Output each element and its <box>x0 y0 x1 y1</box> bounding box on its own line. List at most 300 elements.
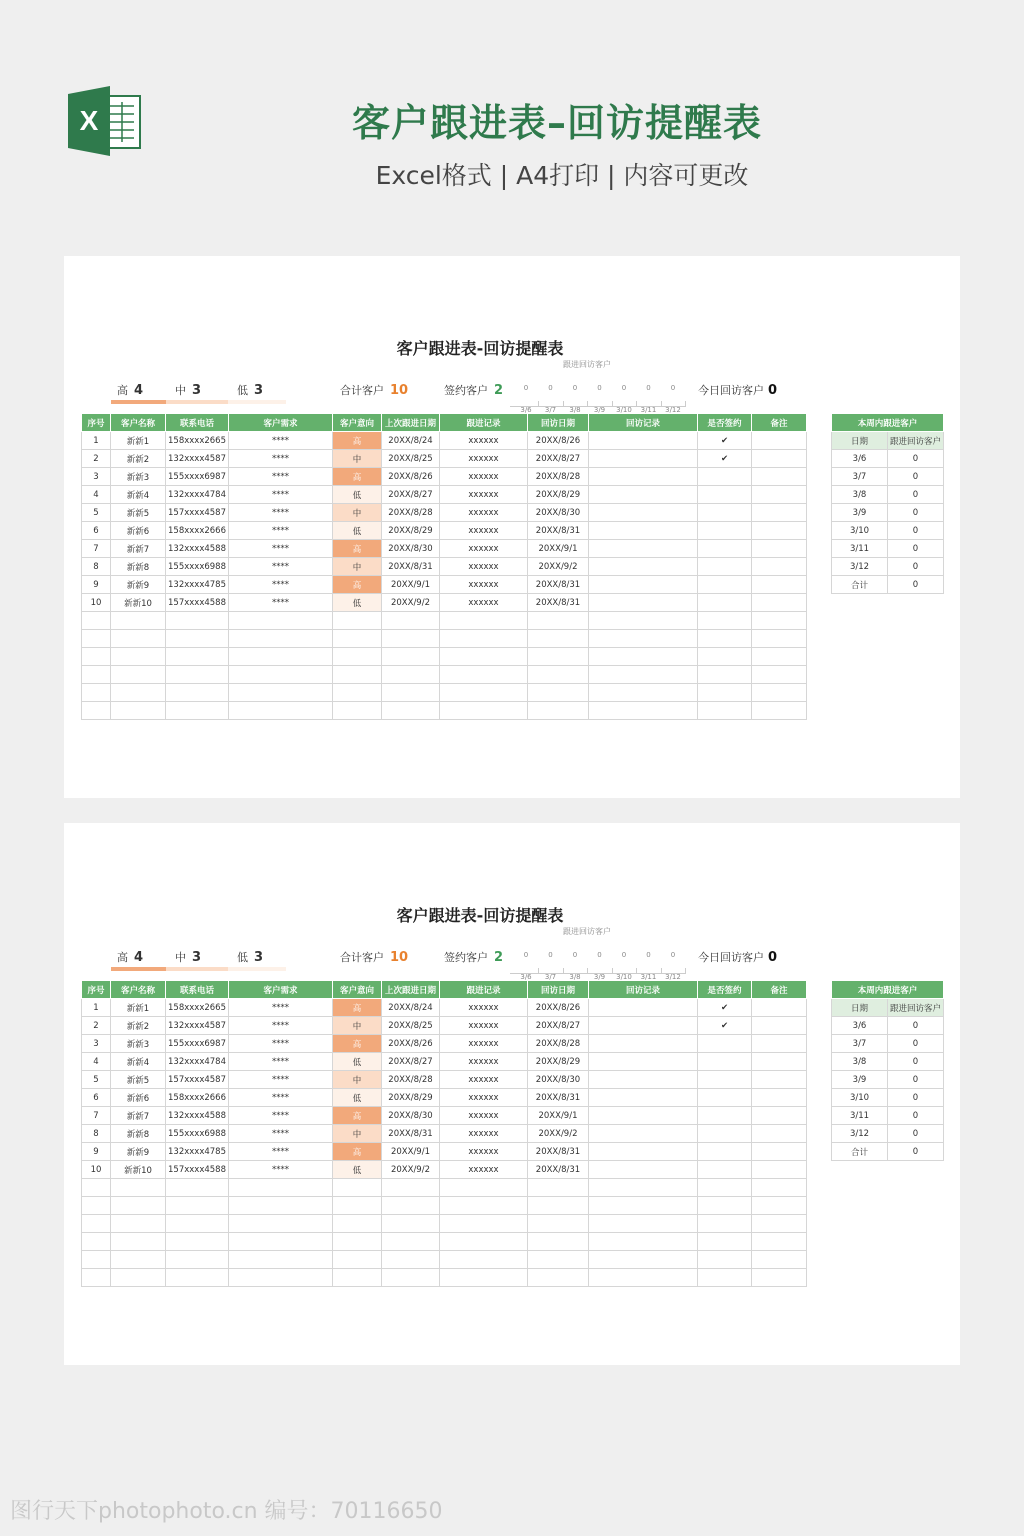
table-cell[interactable]: 132xxxx4588 <box>166 1107 229 1125</box>
weekly-date-cell[interactable]: 3/8 <box>832 1053 888 1071</box>
column-header[interactable]: 跟进记录 <box>440 414 528 432</box>
table-cell[interactable]: 20XX/8/31 <box>528 576 589 594</box>
empty-cell[interactable] <box>382 612 440 630</box>
weekly-count-cell[interactable]: 0 <box>888 558 944 576</box>
empty-cell[interactable] <box>333 1269 382 1287</box>
table-cell[interactable] <box>589 1089 698 1107</box>
empty-cell[interactable] <box>82 1251 111 1269</box>
empty-cell[interactable] <box>752 1233 807 1251</box>
table-cell[interactable]: 157xxxx4587 <box>166 1071 229 1089</box>
table-cell[interactable]: 20XX/8/31 <box>382 1125 440 1143</box>
empty-cell[interactable] <box>528 630 589 648</box>
empty-cell[interactable] <box>589 1269 698 1287</box>
table-cell[interactable]: 1 <box>82 432 111 450</box>
table-cell[interactable] <box>752 1089 807 1107</box>
table-cell[interactable]: 20XX/8/29 <box>528 1053 589 1071</box>
empty-cell[interactable] <box>333 648 382 666</box>
table-cell[interactable] <box>589 450 698 468</box>
signed-cell[interactable]: ✔ <box>698 432 752 450</box>
empty-cell[interactable] <box>698 1233 752 1251</box>
empty-cell[interactable] <box>589 684 698 702</box>
empty-cell[interactable] <box>111 1251 166 1269</box>
table-cell[interactable]: 157xxxx4587 <box>166 504 229 522</box>
empty-cell[interactable] <box>440 648 528 666</box>
table-cell[interactable]: 20XX/8/26 <box>382 468 440 486</box>
table-cell[interactable]: 新新2 <box>111 1017 166 1035</box>
table-cell[interactable]: **** <box>229 504 333 522</box>
empty-cell[interactable] <box>111 1269 166 1287</box>
empty-cell[interactable] <box>82 612 111 630</box>
empty-cell[interactable] <box>440 684 528 702</box>
empty-cell[interactable] <box>698 630 752 648</box>
empty-cell[interactable] <box>528 1233 589 1251</box>
empty-cell[interactable] <box>111 1179 166 1197</box>
empty-cell[interactable] <box>111 612 166 630</box>
table-cell[interactable] <box>752 540 807 558</box>
table-cell[interactable] <box>752 558 807 576</box>
empty-cell[interactable] <box>440 1269 528 1287</box>
empty-cell[interactable] <box>333 1215 382 1233</box>
table-cell[interactable] <box>589 558 698 576</box>
table-cell[interactable] <box>589 999 698 1017</box>
table-cell[interactable]: 新新4 <box>111 486 166 504</box>
empty-cell[interactable] <box>166 1215 229 1233</box>
table-cell[interactable] <box>752 594 807 612</box>
table-cell[interactable]: 20XX/8/25 <box>382 450 440 468</box>
table-cell[interactable]: xxxxxx <box>440 594 528 612</box>
weekly-count-cell[interactable]: 0 <box>888 1143 944 1161</box>
table-cell[interactable]: 132xxxx4784 <box>166 1053 229 1071</box>
table-cell[interactable]: **** <box>229 1107 333 1125</box>
table-cell[interactable]: 7 <box>82 540 111 558</box>
empty-cell[interactable] <box>382 630 440 648</box>
signed-cell[interactable] <box>698 594 752 612</box>
table-cell[interactable]: 20XX/8/27 <box>528 450 589 468</box>
empty-cell[interactable] <box>82 684 111 702</box>
empty-cell[interactable] <box>166 666 229 684</box>
table-cell[interactable]: 新新5 <box>111 504 166 522</box>
table-cell[interactable]: **** <box>229 450 333 468</box>
empty-cell[interactable] <box>166 612 229 630</box>
table-cell[interactable] <box>752 522 807 540</box>
empty-cell[interactable] <box>440 630 528 648</box>
column-header[interactable]: 备注 <box>752 981 807 999</box>
table-cell[interactable]: 20XX/8/28 <box>528 1035 589 1053</box>
table-cell[interactable]: 新新7 <box>111 1107 166 1125</box>
table-cell[interactable]: 20XX/8/31 <box>528 1161 589 1179</box>
weekly-count-cell[interactable]: 0 <box>888 450 944 468</box>
table-cell[interactable] <box>589 1053 698 1071</box>
column-header[interactable]: 序号 <box>82 981 111 999</box>
signed-cell[interactable] <box>698 1107 752 1125</box>
intent-cell[interactable]: 高 <box>333 468 382 486</box>
empty-cell[interactable] <box>528 702 589 720</box>
column-header[interactable]: 联系电话 <box>166 981 229 999</box>
table-cell[interactable]: 新新5 <box>111 1071 166 1089</box>
empty-cell[interactable] <box>166 702 229 720</box>
intent-cell[interactable]: 低 <box>333 1053 382 1071</box>
table-cell[interactable]: 132xxxx4785 <box>166 1143 229 1161</box>
intent-cell[interactable]: 高 <box>333 1143 382 1161</box>
table-cell[interactable]: 158xxxx2665 <box>166 999 229 1017</box>
table-cell[interactable]: 20XX/8/27 <box>382 1053 440 1071</box>
empty-cell[interactable] <box>752 1215 807 1233</box>
signed-cell[interactable] <box>698 522 752 540</box>
table-cell[interactable]: 20XX/9/1 <box>528 540 589 558</box>
table-cell[interactable]: 10 <box>82 1161 111 1179</box>
empty-cell[interactable] <box>166 1269 229 1287</box>
signed-cell[interactable] <box>698 1125 752 1143</box>
table-cell[interactable]: 132xxxx4785 <box>166 576 229 594</box>
empty-cell[interactable] <box>166 1197 229 1215</box>
weekly-date-cell[interactable]: 3/6 <box>832 1017 888 1035</box>
empty-cell[interactable] <box>382 1269 440 1287</box>
table-cell[interactable]: 155xxxx6988 <box>166 558 229 576</box>
table-cell[interactable] <box>752 999 807 1017</box>
signed-cell[interactable] <box>698 576 752 594</box>
table-cell[interactable] <box>752 468 807 486</box>
weekly-date-cell[interactable]: 合计 <box>832 576 888 594</box>
table-cell[interactable]: xxxxxx <box>440 1125 528 1143</box>
table-cell[interactable] <box>589 594 698 612</box>
empty-cell[interactable] <box>333 1233 382 1251</box>
table-cell[interactable]: 新新8 <box>111 1125 166 1143</box>
weekly-date-cell[interactable]: 3/12 <box>832 558 888 576</box>
table-cell[interactable]: 10 <box>82 594 111 612</box>
table-cell[interactable]: 20XX/8/29 <box>382 522 440 540</box>
empty-cell[interactable] <box>229 1197 333 1215</box>
weekly-date-cell[interactable]: 3/11 <box>832 1107 888 1125</box>
signed-cell[interactable] <box>698 1035 752 1053</box>
empty-cell[interactable] <box>698 1269 752 1287</box>
table-cell[interactable] <box>589 1125 698 1143</box>
empty-cell[interactable] <box>589 648 698 666</box>
empty-cell[interactable] <box>528 1251 589 1269</box>
weekly-count-cell[interactable]: 0 <box>888 504 944 522</box>
weekly-date-cell[interactable]: 3/8 <box>832 486 888 504</box>
table-cell[interactable]: 20XX/8/29 <box>528 486 589 504</box>
intent-cell[interactable]: 中 <box>333 1017 382 1035</box>
empty-cell[interactable] <box>440 666 528 684</box>
empty-cell[interactable] <box>698 684 752 702</box>
table-cell[interactable]: xxxxxx <box>440 558 528 576</box>
table-cell[interactable]: 9 <box>82 1143 111 1161</box>
table-cell[interactable]: **** <box>229 1125 333 1143</box>
table-cell[interactable]: xxxxxx <box>440 504 528 522</box>
empty-cell[interactable] <box>229 612 333 630</box>
table-cell[interactable]: 新新2 <box>111 450 166 468</box>
intent-cell[interactable]: 高 <box>333 999 382 1017</box>
table-cell[interactable]: 20XX/8/24 <box>382 999 440 1017</box>
table-cell[interactable]: **** <box>229 522 333 540</box>
table-cell[interactable]: xxxxxx <box>440 1053 528 1071</box>
empty-cell[interactable] <box>82 630 111 648</box>
empty-cell[interactable] <box>229 684 333 702</box>
table-cell[interactable]: 20XX/8/25 <box>382 1017 440 1035</box>
intent-cell[interactable]: 低 <box>333 1161 382 1179</box>
signed-cell[interactable] <box>698 1089 752 1107</box>
weekly-count-cell[interactable]: 0 <box>888 1089 944 1107</box>
table-cell[interactable]: 158xxxx2666 <box>166 1089 229 1107</box>
empty-cell[interactable] <box>528 1215 589 1233</box>
signed-cell[interactable] <box>698 1071 752 1089</box>
empty-cell[interactable] <box>82 1215 111 1233</box>
table-cell[interactable] <box>752 1107 807 1125</box>
empty-cell[interactable] <box>229 1269 333 1287</box>
empty-cell[interactable] <box>229 666 333 684</box>
weekly-date-cell[interactable]: 3/10 <box>832 1089 888 1107</box>
empty-cell[interactable] <box>698 666 752 684</box>
empty-cell[interactable] <box>440 1179 528 1197</box>
table-cell[interactable]: 9 <box>82 576 111 594</box>
empty-cell[interactable] <box>382 684 440 702</box>
signed-cell[interactable]: ✔ <box>698 1017 752 1035</box>
table-cell[interactable]: 新新9 <box>111 1143 166 1161</box>
empty-cell[interactable] <box>111 630 166 648</box>
table-cell[interactable]: **** <box>229 468 333 486</box>
table-cell[interactable]: 20XX/8/28 <box>382 504 440 522</box>
empty-cell[interactable] <box>440 612 528 630</box>
table-cell[interactable]: 20XX/8/31 <box>528 1089 589 1107</box>
empty-cell[interactable] <box>166 684 229 702</box>
weekly-date-cell[interactable]: 合计 <box>832 1143 888 1161</box>
table-cell[interactable]: 8 <box>82 558 111 576</box>
empty-cell[interactable] <box>698 612 752 630</box>
weekly-count-cell[interactable]: 0 <box>888 1017 944 1035</box>
table-cell[interactable]: 5 <box>82 504 111 522</box>
table-cell[interactable]: 1 <box>82 999 111 1017</box>
table-cell[interactable]: 157xxxx4588 <box>166 594 229 612</box>
table-cell[interactable]: **** <box>229 558 333 576</box>
table-cell[interactable]: 6 <box>82 1089 111 1107</box>
empty-cell[interactable] <box>111 666 166 684</box>
table-cell[interactable]: **** <box>229 594 333 612</box>
empty-cell[interactable] <box>82 1269 111 1287</box>
empty-cell[interactable] <box>382 1251 440 1269</box>
table-cell[interactable] <box>752 1143 807 1161</box>
table-cell[interactable]: 158xxxx2665 <box>166 432 229 450</box>
table-cell[interactable] <box>752 504 807 522</box>
empty-cell[interactable] <box>82 1197 111 1215</box>
table-cell[interactable]: **** <box>229 576 333 594</box>
empty-cell[interactable] <box>528 1197 589 1215</box>
empty-cell[interactable] <box>589 666 698 684</box>
table-cell[interactable] <box>752 1125 807 1143</box>
empty-cell[interactable] <box>111 684 166 702</box>
empty-cell[interactable] <box>166 630 229 648</box>
table-cell[interactable] <box>752 486 807 504</box>
table-cell[interactable] <box>589 540 698 558</box>
table-cell[interactable]: 20XX/8/26 <box>382 1035 440 1053</box>
table-cell[interactable] <box>589 468 698 486</box>
column-header[interactable]: 回访记录 <box>589 981 698 999</box>
empty-cell[interactable] <box>229 1179 333 1197</box>
empty-cell[interactable] <box>752 648 807 666</box>
table-cell[interactable]: **** <box>229 999 333 1017</box>
table-cell[interactable]: 132xxxx4784 <box>166 486 229 504</box>
intent-cell[interactable]: 中 <box>333 1125 382 1143</box>
empty-cell[interactable] <box>528 684 589 702</box>
empty-cell[interactable] <box>229 1251 333 1269</box>
weekly-count-cell[interactable]: 0 <box>888 522 944 540</box>
empty-cell[interactable] <box>111 1197 166 1215</box>
weekly-count-cell[interactable]: 0 <box>888 576 944 594</box>
empty-cell[interactable] <box>382 702 440 720</box>
empty-cell[interactable] <box>752 1269 807 1287</box>
empty-cell[interactable] <box>752 1251 807 1269</box>
table-cell[interactable]: 20XX/8/31 <box>528 594 589 612</box>
empty-cell[interactable] <box>589 1251 698 1269</box>
intent-cell[interactable]: 低 <box>333 522 382 540</box>
column-header[interactable]: 客户意向 <box>333 414 382 432</box>
empty-cell[interactable] <box>382 648 440 666</box>
table-cell[interactable]: 新新10 <box>111 1161 166 1179</box>
intent-cell[interactable]: 高 <box>333 576 382 594</box>
table-cell[interactable]: 新新4 <box>111 1053 166 1071</box>
table-cell[interactable]: 3 <box>82 468 111 486</box>
table-cell[interactable] <box>589 486 698 504</box>
empty-cell[interactable] <box>166 648 229 666</box>
table-cell[interactable]: **** <box>229 1089 333 1107</box>
table-cell[interactable]: 20XX/8/27 <box>528 1017 589 1035</box>
empty-cell[interactable] <box>589 630 698 648</box>
empty-cell[interactable] <box>382 1215 440 1233</box>
table-cell[interactable]: 新新6 <box>111 522 166 540</box>
signed-cell[interactable] <box>698 1143 752 1161</box>
table-cell[interactable]: 20XX/9/2 <box>382 594 440 612</box>
column-header[interactable]: 回访记录 <box>589 414 698 432</box>
table-cell[interactable]: 4 <box>82 486 111 504</box>
weekly-date-cell[interactable]: 3/7 <box>832 468 888 486</box>
table-cell[interactable]: xxxxxx <box>440 450 528 468</box>
empty-cell[interactable] <box>698 648 752 666</box>
table-cell[interactable] <box>752 1053 807 1071</box>
table-cell[interactable] <box>589 432 698 450</box>
signed-cell[interactable] <box>698 468 752 486</box>
signed-cell[interactable] <box>698 1053 752 1071</box>
table-cell[interactable] <box>752 1035 807 1053</box>
intent-cell[interactable]: 中 <box>333 1071 382 1089</box>
table-cell[interactable]: 新新7 <box>111 540 166 558</box>
empty-cell[interactable] <box>382 1233 440 1251</box>
empty-cell[interactable] <box>166 1179 229 1197</box>
table-cell[interactable]: xxxxxx <box>440 999 528 1017</box>
empty-cell[interactable] <box>528 1269 589 1287</box>
table-cell[interactable]: xxxxxx <box>440 576 528 594</box>
empty-cell[interactable] <box>111 648 166 666</box>
empty-cell[interactable] <box>698 1179 752 1197</box>
column-header[interactable]: 是否签约 <box>698 414 752 432</box>
table-cell[interactable]: 155xxxx6987 <box>166 468 229 486</box>
column-header[interactable]: 联系电话 <box>166 414 229 432</box>
table-cell[interactable] <box>752 1017 807 1035</box>
signed-cell[interactable]: ✔ <box>698 999 752 1017</box>
empty-cell[interactable] <box>698 1251 752 1269</box>
table-cell[interactable]: 132xxxx4587 <box>166 1017 229 1035</box>
table-cell[interactable] <box>589 576 698 594</box>
empty-cell[interactable] <box>752 630 807 648</box>
column-header[interactable]: 是否签约 <box>698 981 752 999</box>
empty-cell[interactable] <box>698 1197 752 1215</box>
empty-cell[interactable] <box>333 666 382 684</box>
intent-cell[interactable]: 高 <box>333 540 382 558</box>
weekly-count-cell[interactable]: 0 <box>888 468 944 486</box>
column-header[interactable]: 客户意向 <box>333 981 382 999</box>
empty-cell[interactable] <box>333 612 382 630</box>
table-cell[interactable]: 新新8 <box>111 558 166 576</box>
empty-cell[interactable] <box>698 1215 752 1233</box>
empty-cell[interactable] <box>589 1197 698 1215</box>
table-cell[interactable]: 20XX/8/31 <box>528 1143 589 1161</box>
empty-cell[interactable] <box>166 1251 229 1269</box>
empty-cell[interactable] <box>440 1215 528 1233</box>
table-cell[interactable]: xxxxxx <box>440 1161 528 1179</box>
column-header[interactable]: 序号 <box>82 414 111 432</box>
table-cell[interactable]: 20XX/8/24 <box>382 432 440 450</box>
table-cell[interactable]: 20XX/9/2 <box>382 1161 440 1179</box>
table-cell[interactable]: **** <box>229 540 333 558</box>
empty-cell[interactable] <box>333 684 382 702</box>
empty-cell[interactable] <box>333 702 382 720</box>
table-cell[interactable] <box>589 522 698 540</box>
table-cell[interactable]: 132xxxx4588 <box>166 540 229 558</box>
table-cell[interactable]: 20XX/8/28 <box>528 468 589 486</box>
weekly-date-cell[interactable]: 3/7 <box>832 1035 888 1053</box>
table-cell[interactable]: 8 <box>82 1125 111 1143</box>
table-cell[interactable] <box>589 1107 698 1125</box>
table-cell[interactable]: xxxxxx <box>440 432 528 450</box>
table-cell[interactable]: 4 <box>82 1053 111 1071</box>
empty-cell[interactable] <box>589 1179 698 1197</box>
weekly-date-cell[interactable]: 3/9 <box>832 1071 888 1089</box>
table-cell[interactable]: 20XX/9/2 <box>528 558 589 576</box>
table-cell[interactable]: 新新3 <box>111 1035 166 1053</box>
empty-cell[interactable] <box>382 1179 440 1197</box>
empty-cell[interactable] <box>111 702 166 720</box>
intent-cell[interactable]: 低 <box>333 486 382 504</box>
table-cell[interactable]: xxxxxx <box>440 486 528 504</box>
empty-cell[interactable] <box>166 1233 229 1251</box>
empty-cell[interactable] <box>698 702 752 720</box>
intent-cell[interactable]: 低 <box>333 594 382 612</box>
empty-cell[interactable] <box>589 612 698 630</box>
empty-cell[interactable] <box>528 1179 589 1197</box>
empty-cell[interactable] <box>333 1251 382 1269</box>
table-cell[interactable]: xxxxxx <box>440 1035 528 1053</box>
empty-cell[interactable] <box>333 630 382 648</box>
table-cell[interactable] <box>752 576 807 594</box>
empty-cell[interactable] <box>229 1233 333 1251</box>
table-cell[interactable]: 20XX/9/1 <box>382 1143 440 1161</box>
table-cell[interactable]: 20XX/8/30 <box>382 540 440 558</box>
signed-cell[interactable] <box>698 540 752 558</box>
signed-cell[interactable] <box>698 504 752 522</box>
empty-cell[interactable] <box>82 666 111 684</box>
signed-cell[interactable] <box>698 558 752 576</box>
column-header[interactable]: 客户名称 <box>111 981 166 999</box>
table-cell[interactable]: 2 <box>82 1017 111 1035</box>
empty-cell[interactable] <box>752 684 807 702</box>
table-cell[interactable]: 20XX/8/31 <box>382 558 440 576</box>
signed-cell[interactable]: ✔ <box>698 450 752 468</box>
weekly-date-cell[interactable]: 3/9 <box>832 504 888 522</box>
table-cell[interactable]: 20XX/8/30 <box>382 1107 440 1125</box>
intent-cell[interactable]: 中 <box>333 504 382 522</box>
empty-cell[interactable] <box>440 1197 528 1215</box>
table-cell[interactable]: 20XX/9/2 <box>528 1125 589 1143</box>
table-cell[interactable] <box>752 450 807 468</box>
table-cell[interactable]: **** <box>229 1017 333 1035</box>
